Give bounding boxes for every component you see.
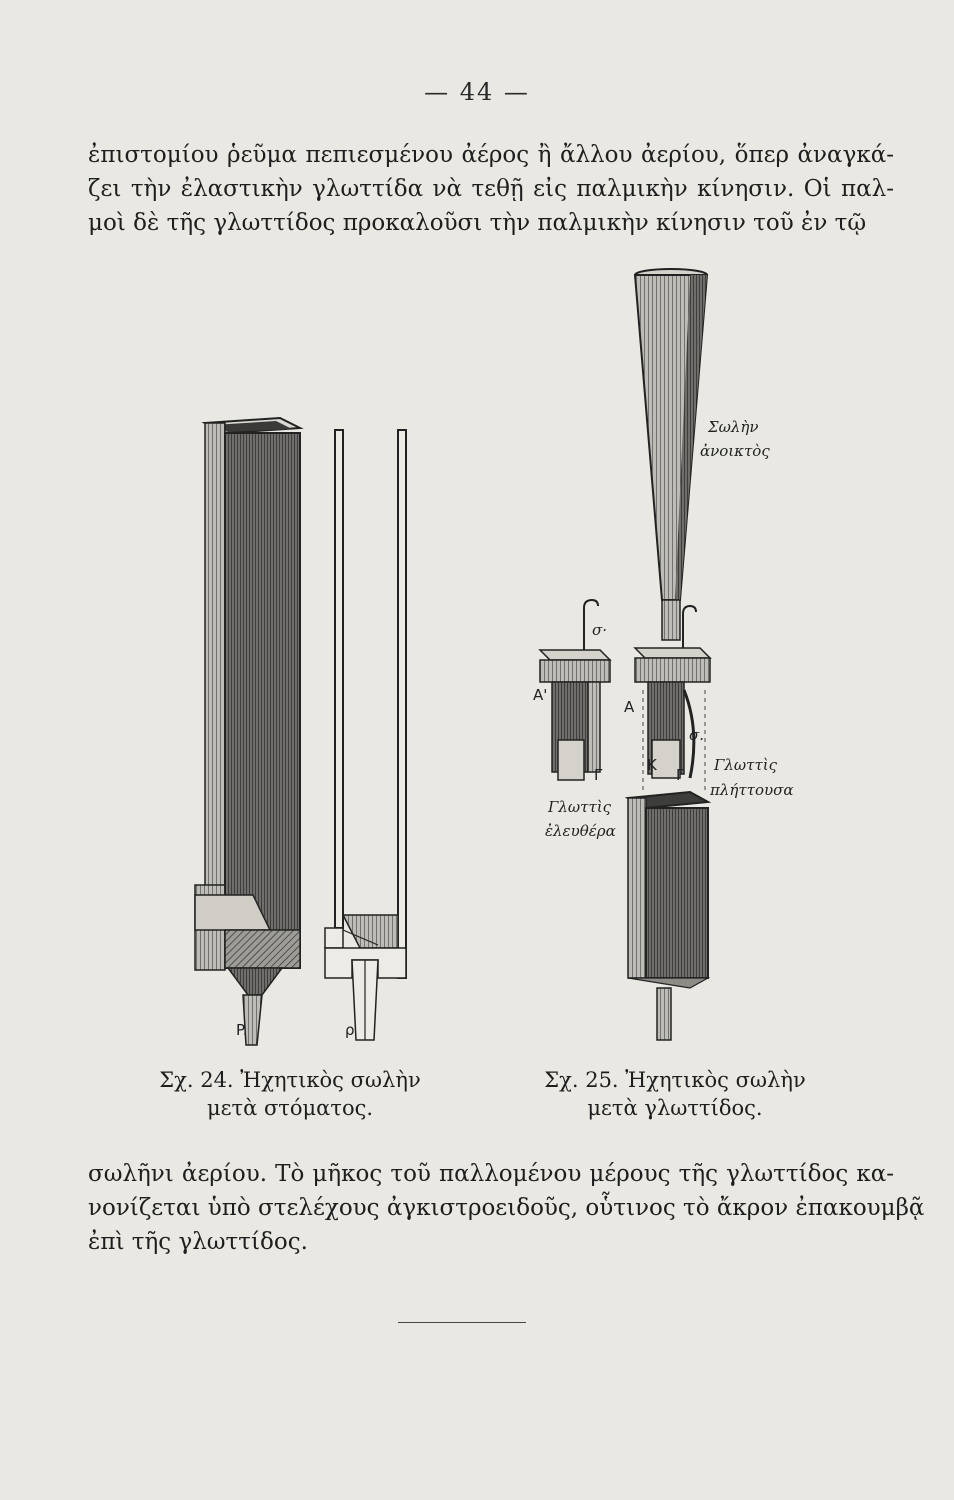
text-line: νονίζεται ὑπὸ στελέχους ἀγκιστροειδοῦς, οὗτινος τὸ ἄκρον ἐπακουμβᾷ — [88, 1195, 925, 1221]
fig25-label-free-reed-2: ἐλευθέρα — [545, 822, 616, 840]
fig24-label-p-right: ρ — [345, 1021, 355, 1039]
text-line: ἐπὶ τῆς γλωττίδος. — [88, 1229, 308, 1255]
caption-line: μετὰ στόματος. — [206, 1096, 374, 1120]
text-line: σωλῆνι ἀερίου. Τὸ μῆκος τοῦ παλλομένου μέρους τῆς γλωττίδος κα- — [88, 1161, 894, 1187]
paragraph-bottom — [88, 1157, 925, 1259]
fig25-funnel — [635, 269, 707, 640]
caption-line: Σχ. 24. Ἠχητικὸς σωλὴν — [159, 1068, 421, 1092]
fig25-label-sigma-top: σ· — [592, 621, 608, 639]
page-number: — 44 — — [424, 78, 530, 106]
fig24-label-p-left: P. — [236, 1021, 248, 1039]
figure-24-caption — [140, 1066, 440, 1122]
fig24-pipe-exterior — [195, 418, 300, 1045]
fig25-label-funnel-1: Σωλὴν — [708, 418, 759, 436]
fig25-label-kappa: Κ — [647, 756, 657, 774]
fig25-label-a-right: Α — [624, 698, 635, 716]
fig25-label-free-reed-1: Γλωττὶς — [548, 798, 612, 816]
fig25-label-gamma-left: Γ — [594, 766, 603, 784]
text-line: ζει τὴν ἐλαστικὴν γλωττίδα νὰ τεθῇ εἰς παλμικὴν κίνησιν. Οἱ παλ- — [88, 176, 894, 202]
fig25-label-beating-reed-2: πλήττουσα — [710, 781, 794, 799]
text-line: μοὶ δὲ τῆς γλωττίδος προκαλοῦσι τὴν παλμικὴν κίνησιν τοῦ ἐν τῷ — [88, 210, 867, 236]
fig25-label-sigma-right: σ. — [689, 726, 705, 744]
text-line: ἐπιστομίου ῥεῦμα πεπιεσμένου ἀέρος ἢ ἄλλου ἀερίου, ὅπερ ἀναγκά- — [88, 142, 894, 168]
fig25-pipe-body — [628, 792, 708, 1040]
caption-line: μετὰ γλωττίδος. — [587, 1096, 763, 1120]
fig25-label-a-left: Α' — [533, 686, 548, 704]
caption-line: Σχ. 25. Ἠχητικὸς σωλὴν — [544, 1068, 806, 1092]
fig25-label-beating-reed-1: Γλωττὶς — [714, 756, 778, 774]
fig25-label-gamma-right: Γ — [676, 766, 685, 784]
figure-25-caption — [525, 1066, 825, 1122]
fig25-label-funnel-2: ἀνοικτὸς — [700, 442, 770, 460]
fig24-pipe-section — [325, 430, 406, 1040]
footer-rule — [398, 1322, 526, 1323]
